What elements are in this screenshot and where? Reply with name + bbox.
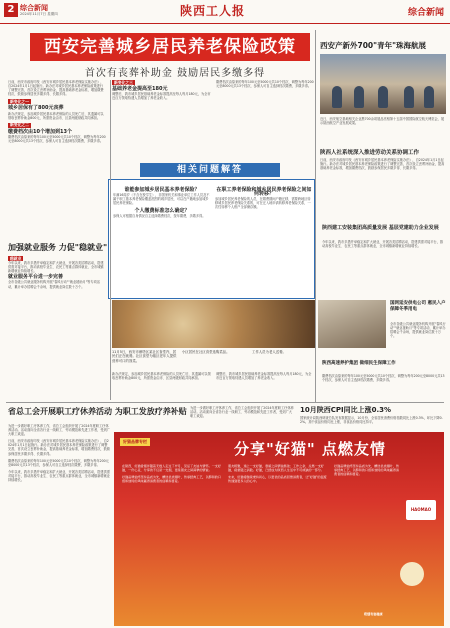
masthead: [0, 0, 450, 24]
main-article-body-1: 日前，西安市政府印发《西安市城乡居民基本养老保险实施办法》，自2024年1月1日起施行。新办法对城乡居民基本养老保险政策进行了调整完善，首次设立丧葬补助金，提高基础养老金标准，增加缴费档次，鼓励参保居民多缴多得、长缴多得。: [8, 80, 104, 97]
qa-box: [108, 179, 315, 299]
employment-body-2: 全市各级公共就业服务机构开展"春风行动""就业援助月"等专项活动，累计举办招聘会千余场，提供就业岗位数十万个。: [8, 280, 100, 289]
main-article-col-2: [112, 80, 212, 160]
employment-subhead: 就业服务平台进一步完善: [8, 274, 64, 281]
qa-col-1: [113, 186, 211, 296]
ad-paragraph-2: 好猫品牌始终坚持品质为先，精选优质烟叶，传承经典工艺，以醇和的口感和独特的风味赢得消费者的信赖和喜爱。: [122, 475, 221, 483]
qa-question-2: 个人缴费标准怎么确定？: [134, 208, 190, 215]
lower-headline: 省总工会开展职工疗休养活动 为职工发放疗养补贴: [8, 407, 187, 416]
ad-title: 分享"好猫" 点燃友情: [234, 440, 386, 458]
qa-answer-3: 参加城乡居民养老保险的人员，在缴费期间户籍迁移，需要跨地区转移城乡居民养老保险关系的，可在迁入地申请转移养老保险关系，一次性转移个人账户全部储存额。: [215, 197, 311, 210]
ad-text-1: [122, 464, 222, 614]
qa-question-3: 在职工养老保险和城乡居民养老保险之间如何转移？: [216, 187, 312, 198]
airshow-caption: 近日，西安航空基地相关企业携700余项展品亮相第十五届中国国际航空航天博览会，展示陕西航空产业发展成果。: [320, 117, 445, 126]
main-article-body-4: 调整后，我市城乡居民基础养老金标准提高至每人每月180元，为全市近百万领取待遇人员增加了养老金收入。: [112, 92, 211, 101]
lower-article-body-3: 缴费档次由原来的每年100元至5000元共10个档次，调整为每年200元至8000元共13个档次，参保人可自主选择档次缴费，多缴多得。: [8, 458, 109, 467]
right-middle-body-2: 全市各级公共就业服务机构开展"春风行动""就业援助月"等专项活动，累计举办招聘会千余场，提供就业岗位数十万个。: [390, 322, 446, 339]
qa-question-1: 谁能参加城乡居民基本养老保险？: [124, 187, 200, 193]
canteen-photo: [112, 300, 315, 348]
airshow-photo: [320, 54, 446, 114]
right-top-headline: 西安产新外700"青年"珠海航展: [320, 41, 426, 50]
page-number-badge: 2: [4, 3, 18, 17]
person-figure: [404, 86, 414, 108]
employment-article: [8, 256, 106, 401]
subhead-basic-pension: 基础养老金提高至180元: [112, 86, 168, 93]
main-headline: 西安完善城乡居民养老保险政策: [30, 33, 310, 61]
section-title: 综合新闻: [407, 8, 444, 18]
canteen-article-2: 调整后，我市城乡居民基础养老金标准提高至每人每月180元，为全市近百万领取待遇人员增加了养老金收入。: [216, 372, 312, 381]
lower-article-body: 为进一步做好职工疗休养工作，省总工会组织开展了2024年度职工疗休养活动。活动面向全省各行业一线职工、劳动模范和先进工作者，受到广大职工欢迎。: [8, 424, 110, 437]
main-article-body-3b: 缴费档次由原来的每年100元至5000元共10个档次，调整为每年200元至8000元共13个档次，参保人可自主选择档次缴费，多缴多得。: [216, 80, 314, 89]
cat-mascot-icon: [400, 562, 424, 586]
qa-banner: 相关问题解答: [140, 163, 280, 177]
person-figure: [354, 86, 364, 108]
tag-change-1: 新变化之一: [10, 98, 29, 104]
main-article-col-1: [8, 80, 106, 240]
ad-warning: 吸烟有害健康: [364, 612, 383, 616]
ad-paragraph-4: 未来，好猫将继续秉持初心，以更优的品质回馈消费者，让"好猫"的温度传递到更多人的心中。: [228, 475, 327, 483]
lower-article-body-2: 日前，西安市政府印发《西安市城乡居民基本养老保险实施办法》，自2024年1月1日起施行。新办法对城乡居民基本养老保险政策进行了调整完善，首次设立丧葬补助金，提高基础养老金标准，增加缴费档次，鼓励参保居民多缴多得、长缴多得。: [8, 439, 110, 456]
right-middle-body: 今年以来，我市多措并举稳定和扩大就业，开展各类招聘活动，搭建供需对接平台，推动高校毕业生、农民工等重点群体就业，全市城镇新增就业持续增长。: [322, 240, 444, 249]
canteen-article-1: 新办法规定，参加城乡居民基本养老保险的人员死亡后，其遗属可以领取丧葬补助金800元，所需资金由市、区县两级财政共同承担。: [112, 372, 211, 381]
cpi-headline: 10月陕西CPI同比上涨0.3%: [300, 406, 392, 414]
horizontal-rule: [6, 402, 444, 403]
ad-text-2: [228, 464, 328, 614]
ad-label: 好猫品牌专栏: [120, 438, 150, 446]
subhead-funeral-subsidy: 城乡居保有了800元丧葬: [8, 105, 64, 112]
person-figure: [378, 86, 388, 108]
canteen-photo-2: [318, 300, 386, 348]
main-article-col-3: [216, 80, 314, 160]
column-rule: [110, 80, 111, 400]
right-middle-body-3: 缴费档次由原来的每年100元至5000元共10个档次，调整为每年200元至8000元共13个档次，参保人可自主选择档次缴费，多缴多得。: [322, 374, 445, 383]
photo-caption-3: 工作人员为老人送餐。: [252, 350, 286, 354]
date-line: 2024年11月7日 星期四: [20, 12, 58, 16]
employment-body: 今年以来，我市多措并举稳定和扩大就业，开展各类招聘活动，搭建供需对接平台，推动高校毕业生、农民工等重点群体就业，全市城镇新增就业持续增长。: [8, 261, 104, 274]
main-article-body-3: 缴费档次由原来的每年100元至5000元共10个档次，调整为每年200元至8000元共13个档次，参保人可自主选择档次缴费，多缴多得。: [8, 134, 106, 144]
qa-col-2: [215, 186, 313, 296]
photo-caption-1: 11月5日，西安市雁塔区某社区食堂内，居民们正在就餐。社区食堂为辖区老年人提供营养可口的饭菜。: [112, 350, 177, 363]
right-top-body: 日前，西安市政府印发《西安市城乡居民基本养老保险实施办法》，自2024年1月1日起施行。新办法对城乡居民基本养老保险政策进行了调整完善，首次设立丧葬补助金，提高基础养老金标准，增加缴费档次，鼓励参保居民多缴多得、长缴多得。: [320, 158, 445, 171]
page-label: 综合新闻: [20, 4, 48, 12]
person-figure: [424, 86, 434, 108]
main-subheadline: 首次有丧葬补助金 鼓励居民多缴多得: [84, 68, 266, 79]
ad-text-3: 好猫品牌始终坚持品质为先，精选优质烟叶，传承经典工艺，以醇和的口感和独特的风味赢得消费者的信赖和喜爱。: [334, 464, 399, 476]
tag-change-2: 新变化之二: [10, 122, 29, 128]
lower-article-body-4: 今年以来，我市多措并举稳定和扩大就业，开展各类招聘活动，搭建供需对接平台，推动高校毕业生、农民工等重点群体就业，全市城镇新增就业持续增长。: [8, 469, 110, 483]
lower-article-right: 为进一步做好职工疗休养工作，省总工会组织开展了2024年度职工疗休养活动。活动面向全省各行业一线职工、劳动模范和先进工作者，受到广大职工欢迎。: [190, 406, 294, 419]
column-rule: [315, 30, 316, 402]
lower-article: [8, 424, 110, 624]
ad-paragraph-1: 在陕西，好猫香烟伴随着无数人走过了岁月，见证了友谊与情怀。一支好猫，一份心意，分享的不仅是一支烟，更是朋友之间真挚的情谊。: [122, 464, 221, 472]
tag-change-3: 新变化之三: [114, 80, 133, 85]
right-top-headline-2: 陕西人社系统深入推进劳动关系协调工作: [320, 150, 420, 156]
main-article-body-2: 新办法规定，参加城乡居民基本养老保险的人员死亡后，其遗属可以领取丧葬补助金800元，所需资金由市、区县两级财政共同承担。: [8, 111, 104, 120]
subhead-payment-levels: 缴费档次由10个增加到13个: [8, 128, 72, 135]
employment-headline: 加强就业服务 力促"稳就业": [8, 243, 108, 252]
cpi-body: 国家统计局陕西调查总队发布数据显示，10月份，全省居民消费价格指数同比上涨0.3%，环比下降0.2%。其中食品价格同比上涨，非食品价格同比持平。: [300, 416, 443, 425]
advertisement: [114, 432, 444, 626]
newspaper-logo: 陕西工人报: [180, 4, 246, 18]
qa-answer-1: 年满16周岁（不含在校学生），非国家机关和事业单位工作人员及不属于职工基本养老保险覆盖范围的城乡居民，可以在户籍地参加城乡居民养老保险。: [113, 193, 210, 206]
ad-paragraph-3: 朋友相聚，递上一支好猫，寒暄之间情谊渐浓；工作之余，点燃一支好猫，疲惫随之消散。好猫，已经成为陕西人生活中不可或缺的一部分。: [228, 464, 324, 472]
photo-caption-2: 小区居民在社区食堂选购菜品。: [182, 350, 230, 354]
person-figure: [332, 86, 342, 108]
qa-answer-2: 参保人可根据自身情况自主选择缴费档次，按年缴费，多缴多得。: [113, 214, 206, 219]
right-middle-headline-3: 陕西高速养护集团 做细民生保障工作: [322, 361, 396, 366]
brand-logo: HAOMAO: [406, 500, 436, 520]
right-middle-headline: 陕西建工安装集团高质量发展 基层党建助力企业发展: [322, 225, 439, 231]
tag-employment: 稳就业: [10, 256, 22, 261]
right-middle-headline-2: 国网延安供电公司 惠民入户保障冬季用电: [390, 301, 446, 312]
